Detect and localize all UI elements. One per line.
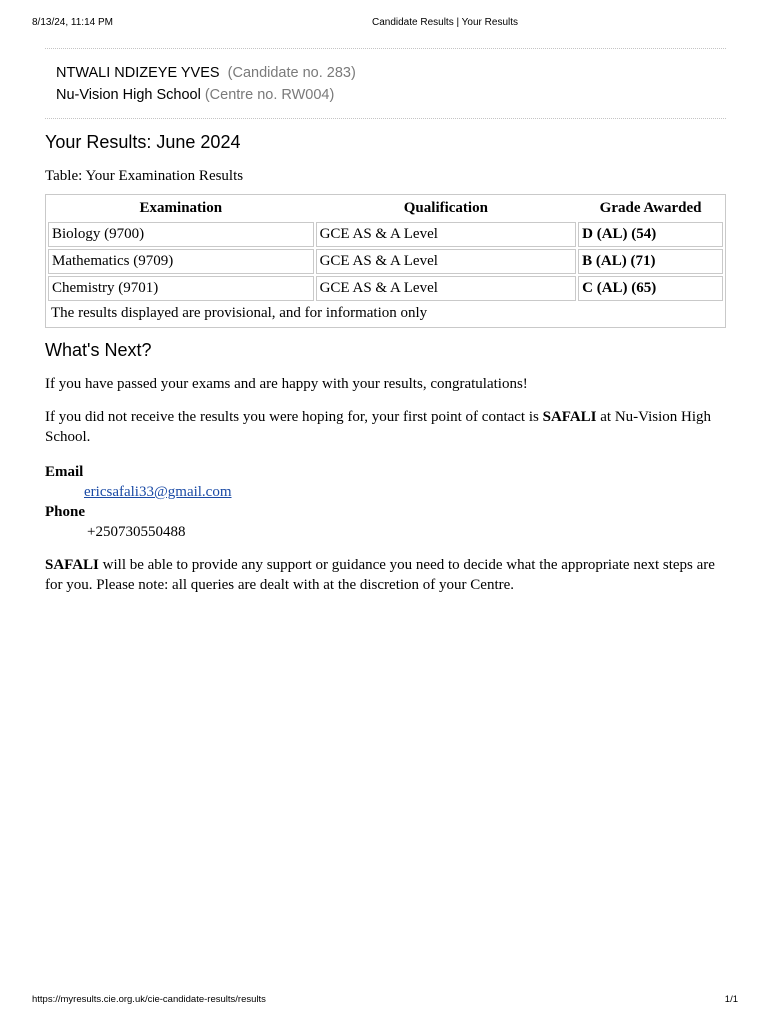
contact-text-post: at Nu-Vision High School. — [45, 409, 712, 445]
results-table — [45, 194, 726, 328]
header-grade-awarded: Grade Awarded — [599, 200, 702, 216]
table-row — [48, 249, 723, 274]
support-contact-name: SAFALI — [45, 557, 99, 573]
whats-next-heading: What's Next? — [45, 340, 152, 360]
phone-number: +250730550488 — [87, 524, 186, 540]
support-text: will be able to provide any support or guidance you need to decide what the appropriate next steps are for you. Please note: all queries are dealt with at the discretion of your Centre. — [45, 557, 715, 593]
email-label: Email — [45, 464, 84, 480]
header-examination: Examination — [139, 200, 223, 216]
support-paragraph — [45, 555, 726, 595]
print-url: https://myresults.cie.org.uk/cie-candidate-results/results — [32, 994, 266, 1005]
qualification-cell: GCE AS & A Level — [316, 249, 577, 274]
header-qualification: Qualification — [403, 200, 488, 216]
centre-line — [56, 84, 726, 106]
provisional-note: The results displayed are provisional, and for information only — [51, 305, 428, 321]
candidate-info — [45, 49, 726, 118]
contact-details — [45, 462, 726, 542]
divider-bottom — [45, 118, 726, 119]
email-link[interactable]: ericsafali33@gmail.com — [84, 484, 232, 500]
congratulations-text: If you have passed your exams and are happy with your results, congratulations! — [45, 376, 528, 392]
examination-cell: Mathematics (9709) — [48, 249, 314, 274]
contact-text-pre: If you did not receive the results you were hoping for, your first point of contact is — [45, 409, 543, 425]
grade-cell: B (AL) (71) — [578, 249, 723, 274]
examination-cell: Chemistry (9701) — [48, 276, 314, 301]
qualification-cell: GCE AS & A Level — [316, 276, 577, 301]
contact-paragraph — [45, 407, 726, 447]
candidate-line — [56, 62, 726, 84]
main-content — [45, 48, 726, 595]
examination-cell: Biology (9700) — [48, 222, 314, 247]
print-page-number: 1/1 — [724, 994, 738, 1005]
candidate-number: (Candidate no. 283) — [227, 65, 356, 81]
results-heading: Your Results: June 2024 — [45, 132, 241, 152]
table-caption: Table: Your Examination Results — [45, 168, 244, 184]
print-title: Candidate Results | Your Results — [371, 17, 518, 28]
phone-label: Phone — [45, 504, 86, 520]
table-header-row — [48, 197, 723, 220]
grade-cell: D (AL) (54) — [578, 222, 723, 247]
print-header — [0, 17, 768, 31]
qualification-cell: GCE AS & A Level — [316, 222, 577, 247]
table-row — [48, 222, 723, 247]
centre-name: Nu-Vision High School — [56, 87, 201, 103]
table-row — [48, 276, 723, 301]
candidate-name: NTWALI NDIZEYE YVES — [56, 65, 220, 81]
grade-cell: C (AL) (65) — [578, 276, 723, 301]
table-note-row — [48, 303, 723, 325]
contact-name: SAFALI — [542, 409, 597, 425]
centre-number: (Centre no. RW004) — [204, 87, 335, 103]
print-datetime: 8/13/24, 11:14 PM — [32, 17, 113, 28]
